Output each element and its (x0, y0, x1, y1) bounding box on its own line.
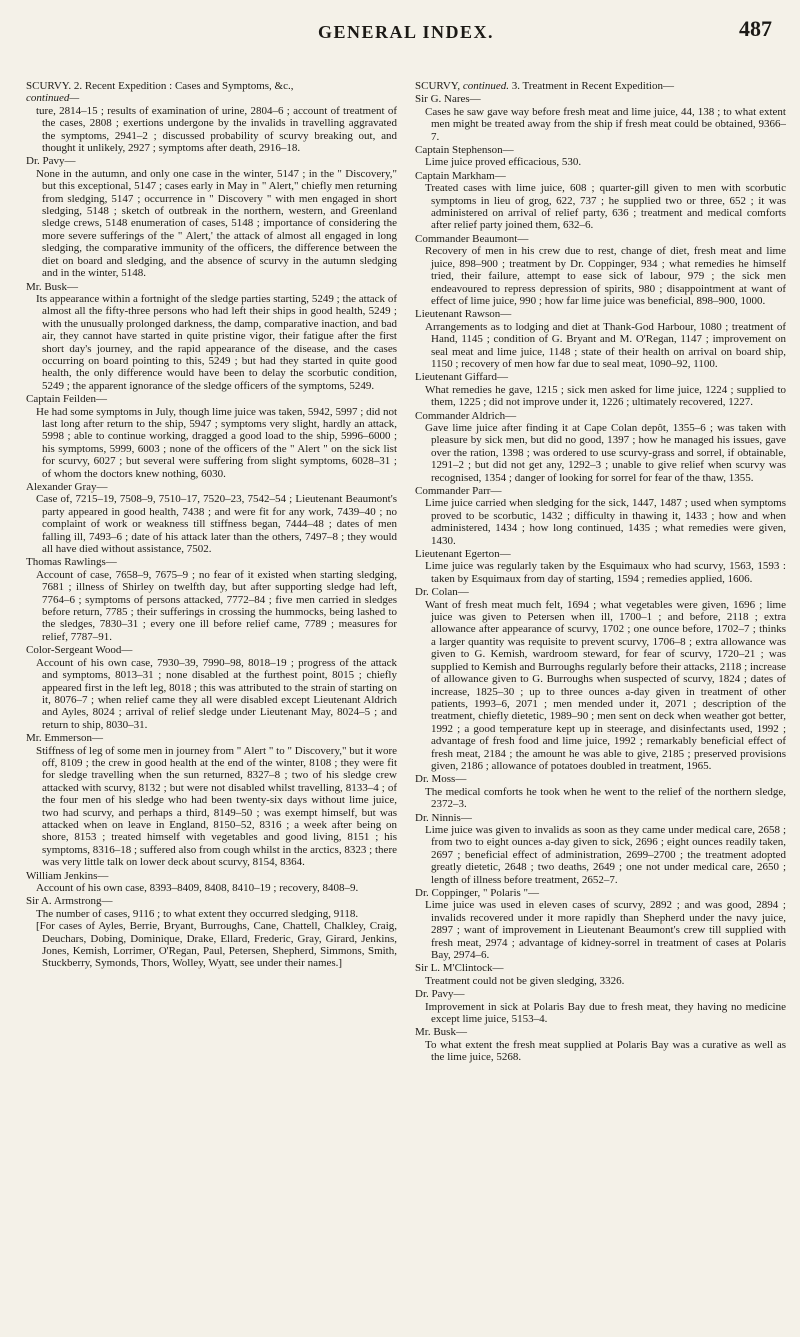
left-column (26, 80, 397, 1329)
index-entry-text: Lime juice was regularly taken by the Esquimaux who had scurvy, 1563, 1593 : taken by Esquimaux from day of starting, 1594 ; remedies applied, 1606. (425, 560, 786, 585)
running-head: GENERAL INDEX. (317, 22, 495, 42)
index-entry-text: Recovery of men in his crew due to rest, change of diet, fresh meat and lime juice, 898–900 ; treatment by Dr. Coppinger, 934 ; what remedies he himself tried, their failure, attempt to ease sick of labour, 979 ; the sick men endeavoured to repress depression of spirits, 980 ; disappointment at want of effect of lime juice, 990 ; how far lime juice was beneficial, 898–900, 1000. (425, 245, 786, 307)
right-entries (415, 93, 786, 1063)
index-entry-name: Captain Markham— (415, 169, 506, 182)
right-heading-rest: 3. Treatment in Recent Expedition— (511, 80, 674, 92)
index-entry-text: Gave lime juice after finding it at Cape Colan depôt, 1355–6 ; was taken with pleasure by sick men, but did no good, 1397 ; how he managed his issues, gave over the ration, 1398 ; was ordered to use scurvy-grass and sorrel, if obtainable, 1291–2 ; but did not get any, 1292–3 ; unable to give relief when scurvy was recognised, 1354 ; danger of looking for sorrel for fear of the thaw, 1355. (425, 421, 786, 484)
index-entry-name: Thomas Rawlings— (26, 556, 117, 569)
index-entry-text: Case of, 7215–19, 7508–9, 7510–17, 7520–23, 7542–54 ; Lieutenant Beaumont's party appeared in good health, 7438 ; and were fit for any work, 7439–40 ; no complaint of work or weakness till stiffness began, 7444–48 ; dates of men falling ill, 7493–6 ; date of his attack later than the others, 7497–8 ; they would all have died without assistance, 7502. (36, 493, 397, 556)
index-entry-name: Color-Sergeant Wood— (26, 644, 133, 657)
right-heading-continued: continued. (462, 80, 509, 92)
index-entry-name: Dr. Ninnis— (415, 811, 472, 824)
right-heading (415, 80, 786, 92)
page-number: 487 (739, 16, 772, 41)
continued-label: continued— (26, 92, 80, 105)
index-entry-text: Account of his own case, 8393–8409, 8408, 8410–19 ; recovery, 8408–9. (36, 882, 359, 894)
index-entry-name: Captain Stephenson— (415, 144, 514, 157)
index-entry-name: Sir A. Armstrong— (26, 895, 113, 908)
index-entry-name: Alexander Gray— (26, 481, 108, 493)
index-entry-name: Dr. Colan— (415, 586, 469, 599)
index-entry-text: Account of case, 7658–9, 7675–9 ; no fear of it existed when starting sledging, 7681 ; illness of Shirley on twelfth day, but after supporting sledge had left, 7764–6 ; symptoms of persons attacked, 7772–84 ; five men carried in sledges before return, 7785 ; their sufferings in crossing the hummocks, being lashed to the sledges, 7830–31 ; every one ill before relief came, 7789 ; measures for relief, 7787–91. (36, 568, 397, 643)
index-entry-text: To what extent the fresh meat supplied at Polaris Bay was a curative as well as the lime juice, 5268. (425, 1038, 786, 1064)
index-entry-name: Lieutenant Egerton— (415, 548, 511, 561)
index-entry-name: Mr. Emmerson— (26, 732, 103, 745)
index-entry-text: Its appearance within a fortnight of the sledge parties starting, 5249 ; the attack of almost all the fifty-three persons who had left their ships in good health, 5249 ; with the unusually prolonged darkness, the damp, comparative inaction, and bad air, they cannot have started in quite pristine vigor, their fatigue after the first short day's journey, and the rapid appearance of the disease, and the cases occurring on board pointing to this, 5249 ; but had they started in quite good health, the only difference would have been to delay the scorbutic condition, 5249 ; the apparent ignorance of the sledge officers of the symptoms, 5249. (36, 292, 397, 392)
index-entry-text: Lime juice proved efficacious, 530. (425, 156, 582, 169)
index-entry-text: Arrangements as to lodging and diet at Thank-God Harbour, 1080 ; treatment of Hand, 1145 ; condition of G. Bryant and M. O'Regan, 1147 ; improvement on seal meat and lime juice, 1148 ; state of their health on arrival on board ship, 1150 ; recovery of men how far due to seal meat, 1090–92, 1100. (425, 320, 786, 370)
index-entry-name: Commander Parr— (415, 485, 502, 497)
index-entry-text: Treatment could not be given sledging, 3326. (425, 974, 625, 987)
index-entry-text: Improvement in sick at Polaris Bay due to fresh meat, they having no medicine except lime juice, 5153–4. (425, 1000, 786, 1026)
index-entry-text: Lime juice was used in eleven cases of scurvy, 2892 ; and was good, 2894 ; invalids recovered under it more rapidly than Shepherd under the navy juice, 2897 ; want of improvement in Lieutenant Beaumont's crew till supplied with fresh meat, 2974 ; advantage of kidney-sorrel in treatment of cases at Polaris Bay, 2974–6. (425, 899, 786, 962)
right-heading-prefix: SCURVY, (415, 80, 461, 92)
page-header (40, 14, 772, 54)
index-entry-text: He had some symptoms in July, though lime juice was taken, 5942, 5997 ; did not last long after return to the ship, 5947 ; symptoms very slight, hardly an attack, 5998 ; able to continue working, dragged a good load to the ship, 5996–6000 ; his symptoms, 5999, 6003 ; none of the officers of the " Alert " on the sick list for scurvy, 6027 ; but several were suffering from slight symptoms, 6028–31 ; of whom the doctors knew nothing, 6030. (36, 405, 397, 480)
index-entry-text: Lime juice was given to invalids as soon as they came under medical care, 2658 ; from two to eight ounces a-day given to sick, 2696 ; eight ounces readily taken, 2697 ; beneficial effect of administration, 2699–2700 ; the treatment adopted greatly dietetic, 2648 ; two deaths, 2649 ; one not under medical care, 2650 ; length of illness before treatment, 2652–7. (425, 823, 786, 886)
index-entry-name: Commander Aldrich— (415, 409, 517, 422)
index-entry-name: Sir L. M'Clintock— (415, 962, 504, 975)
left-entries (26, 155, 397, 920)
index-entry-text: The medical comforts he took when he went to the relief of the northern sledge, 2372–3. (425, 785, 786, 811)
index-entry-text: Lime juice carried when sledging for the sick, 1447, 1487 ; used when symptoms proved to be scorbutic, 1432 ; difficulty in thawing it, 1433 ; how and when administered, 1434 ; how long continued, 1435 ; what remedies were given, 1430. (425, 497, 786, 547)
index-columns (26, 80, 786, 1329)
index-entry-text: Stiffness of leg of some men in journey from " Alert " to " Discovery," but it wore off, 8109 ; the crew in good health at the end of the winter, 8108 ; they were fit for sledge travelling when the sun returned, 8327–8 ; two of his sledge crew attacked with scurvy, 8132 ; but were not disabled whilst travelling, 8133–4 ; of the four men of his sledge who had been twenty-six days without lime juice, two had scurvy, and perhaps a third, 8149–50 ; was exempt himself, but was attacked when on leave in England, 8150–52, 8316 ; a week after being on shore, 8153 ; treated himself with vegetables and good living, 8151 ; his symptoms, 8316–18 ; suffered also from cough whilst in the arctics, 8323 ; there was very little talk on lower deck about scurvy, 8154, 8364. (36, 744, 397, 869)
index-entry-name: Lieutenant Rawson— (415, 308, 512, 321)
index-entry-text: What remedies he gave, 1215 ; sick men asked for lime juice, 1224 ; supplied to them, 1225 ; did not improve under it, 1226 ; ultimately recovered, 1227. (425, 383, 786, 409)
index-entry-text: Want of fresh meat much felt, 1694 ; what vegetables were given, 1696 ; lime juice was given to Petersen when ill, 1700–1 ; and before, 2118 ; extra allowance after appearance of scurvy, 1702 ; one ounce before, 1702–7 ; thinks a larger quantity was requisite to prevent scurvy, 1706–8 ; extra allowance was given to G. Kemish, wardroom steward, for fear of scurvy, 1720–21 ; was supplied to Kemish and Burroughs regularly before their attacks, 2118 ; increase of allowance given to G. Burroughs when suspected of scurvy, 1824 ; dates of increase, 1825–30 ; up to three ounces a-day given in treatment of other patients, 1993–6, 2071 ; men mended under it, 2071 ; description of the treatment, chiefly dietetic, 1989–90 ; men sent on deck when weather got better, 1992 ; a good temperature kept up in steerage, and disinfectants used, 1992 ; advantage of fresh food and lime juice, 1992 ; remarkably beneficial effect of fresh meat, 2184 ; the amount he was able to give, 2185 ; preserved provisions given, 2186 ; allowance of potatoes doubled in treatment, 1965. (425, 598, 786, 772)
continued-text: ture, 2814–15 ; results of examination of urine, 2804–6 ; account of treatment of the cases, 2808 ; exertions undergone by the invalids in travelling aggravated the symptoms, 2941–2 ; discussed probability of scurvy breaking out, and thought it unlikely, 2927 ; symptoms after death, 2916–18. (36, 104, 397, 155)
index-entry-name: Sir G. Nares— (415, 93, 481, 106)
index-entry-name: Captain Feilden— (26, 393, 107, 406)
index-entry-name: Mr. Busk— (415, 1026, 467, 1039)
cross-reference-note: [For cases of Ayles, Berrie, Bryant, Burroughs, Cane, Chattell, Chalkley, Craig, Deuchars, Dobing, Dominique, Drake, Ellard, Frederic, Gray, Girard, Jenkins, Jones, Kemish, Lorrimer, O'Regan, Paul, Petersen, Shepherd, Simmons, Smith, Stuckberry, Symonds, Thors, Wolley, Wyatt, see under their names.] (36, 920, 397, 970)
right-column (415, 80, 786, 1329)
index-entry-name: Dr. Moss— (415, 773, 467, 786)
index-entry-text: Cases he saw gave way before fresh meat and lime juice, 44, 138 ; to what extent men might be treated away from the ship if fresh meat could be obtained, 9366–7. (425, 105, 786, 143)
index-entry-text: None in the autumn, and only one case in the winter, 5147 ; in the " Discovery," but this exceptional, 5147 ; cases early in May in " Alert," chiefly men returning from sledging, 5147 ; occurrence in " Discovery " with men engaged in short sledging, 5148 ; sketch of outbreak in the northern, western, and Greenland sledge crews, 5148 enumeration of cases, 5148 ; importance of considering the more severe sufferings of the " Alert,' the attack of almost all engaged in long sledging, the comparative immunity of the officers, the difference between the diet on board and sledging, and the absence of scurvy in the autumn sledging and in the winter, 5148. (36, 167, 397, 280)
left-heading: SCURVY. 2. Recent Expedition : Cases and Symptoms, &c., (26, 80, 294, 92)
index-entry-name: Dr. Pavy— (26, 155, 76, 168)
index-entry-name: Lieutenant Giffard— (415, 371, 508, 384)
index-entry-text: The number of cases, 9116 ; to what extent they occurred sledging, 9118. (36, 907, 359, 920)
index-entry-name: Dr. Coppinger, " Polaris "— (415, 887, 540, 899)
index-entry-text: Treated cases with lime juice, 608 ; quarter-gill given to men with scorbutic symptoms in lieu of grog, 622, 737 ; he supplied two or three, 652 ; it was administered on arrival of relief party, 636 ; treatment and medical comforts after relief party joined them, 632–6. (425, 182, 786, 232)
index-entry-name: Mr. Busk— (26, 280, 78, 293)
index-entry-name: Commander Beaumont— (415, 232, 529, 245)
index-entry-name: William Jenkins— (26, 869, 109, 882)
index-entry-text: Account of his own case, 7930–39, 7990–98, 8018–19 ; progress of the attack and symptoms, 8013–31 ; none disabled at the furthest point, 8015 ; chiefly appeared first in the left leg, 8018 ; this was attributed to the strain of starting on it, 8076–7 ; when relief came they all were disabled except Lieutenant Aldrich and Ayles, 8024 ; arrival of relief sledge under Lieutenant May, 8024–5 ; and return to ship, 8030–31. (36, 656, 397, 731)
index-entry-name: Dr. Pavy— (415, 988, 465, 1001)
